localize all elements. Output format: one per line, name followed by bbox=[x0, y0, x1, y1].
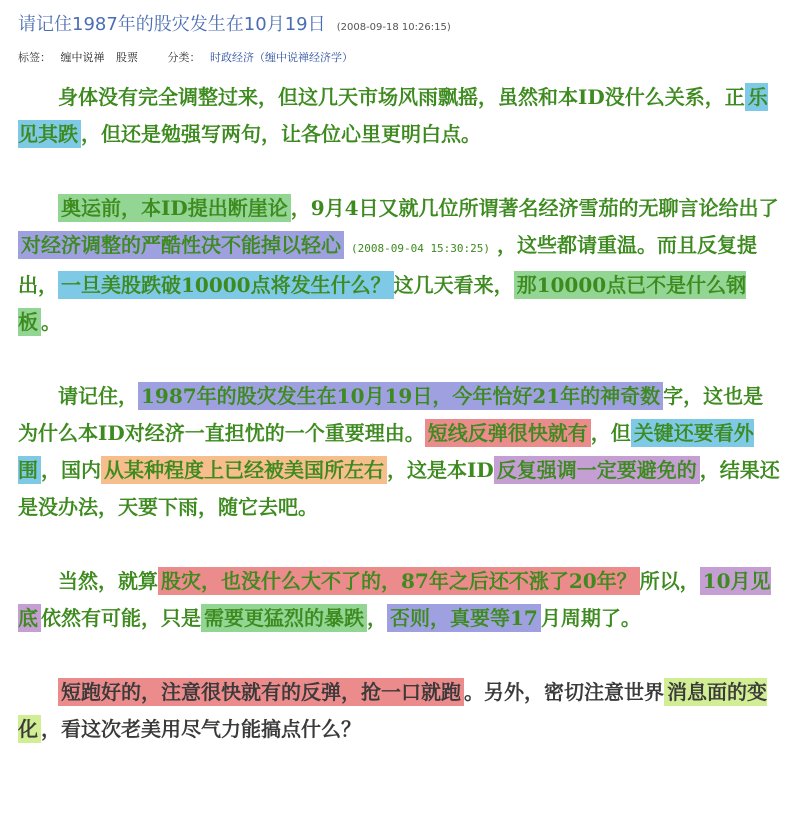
tag-link[interactable]: 缠中说禅 bbox=[60, 51, 105, 64]
paragraph-5 bbox=[18, 674, 780, 748]
highlight-mauve: 10月见底 bbox=[18, 569, 771, 630]
highlight-green: 需要更猛烈的暴跌 bbox=[201, 604, 367, 632]
highlight-red: 短跑好的，注意很快就有的反弹，抢一口就跑 bbox=[58, 678, 464, 706]
text-span: 依然有可能，只是 bbox=[41, 606, 201, 630]
highlight-orange: 从某种程度上已经被美国所左右 bbox=[101, 456, 387, 484]
highlight-blue: 乐见其跌 bbox=[18, 85, 768, 146]
post-time: (2008-09-18 10:26:15) bbox=[336, 22, 451, 33]
text-span: 身体没有完全调整过来，但这几天市场风雨飘摇，虽然和本ID没什么关系，正 bbox=[58, 85, 745, 109]
text-span: ， bbox=[367, 606, 387, 630]
text-span: 当然，就算 bbox=[58, 569, 158, 593]
text-span: 这几天看来， bbox=[393, 273, 514, 297]
highlight-purple: 否则，真要等17 bbox=[387, 604, 541, 632]
category-label: 分类： bbox=[167, 51, 201, 64]
highlight-blue: 一旦美股跌破10000点将发生什么？ bbox=[58, 271, 394, 299]
category-link[interactable]: 时政经济（缠中说禅经济学） bbox=[210, 51, 353, 64]
text-span: ，但 bbox=[590, 421, 631, 445]
highlight-lime: 消息面的变化 bbox=[18, 680, 767, 741]
tag-link[interactable]: 股票 bbox=[116, 51, 138, 64]
highlight-green: 奥运前，本ID提出断崖论 bbox=[58, 194, 291, 222]
paragraph-2 bbox=[18, 190, 780, 341]
paragraph-4 bbox=[18, 563, 780, 637]
title-line bbox=[18, 10, 794, 36]
post-title: 请记住1987年的股灾发生在10月19日 bbox=[18, 14, 326, 35]
text-span: 请记住， bbox=[58, 384, 138, 408]
inline-timestamp: (2008-09-04 15:30:25) bbox=[350, 242, 491, 255]
text-span: 字，这也是为什么本ID对经济一直担忧的一个重要理由。 bbox=[18, 384, 764, 445]
paragraph-1 bbox=[18, 79, 780, 153]
tags-label: 标签： bbox=[18, 51, 51, 64]
highlight-green: 那10000点已不是什么钢板 bbox=[18, 273, 747, 334]
post-meta bbox=[18, 49, 794, 65]
text-span: 月周期了。 bbox=[540, 606, 641, 630]
post-header bbox=[0, 0, 794, 65]
text-span: ，结果还是没办法，天要下雨，随它去吧。 bbox=[18, 458, 780, 519]
highlight-purple: 1987年的股灾发生在10月19日，今年恰好21年的神奇数 bbox=[138, 382, 663, 410]
highlight-mauve: 反复强调一定要避免的 bbox=[494, 456, 700, 484]
text-span: 。另外，密切注意世界 bbox=[464, 680, 664, 704]
text-span: ，这是本ID bbox=[387, 458, 494, 482]
text-span: ，看这次老美用尽气力能搞点什么？ bbox=[41, 717, 361, 741]
text-span: ，这些都请重温。而且反复提出， bbox=[18, 233, 758, 297]
highlight-purple: 对经济调整的严酷性决不能掉以轻心 bbox=[18, 231, 344, 259]
highlight-blue: 关键还要看外围 bbox=[18, 421, 754, 482]
article-body bbox=[0, 79, 794, 748]
text-span: ，国内 bbox=[41, 458, 101, 482]
text-span: 。 bbox=[41, 310, 61, 334]
text-span: 所以， bbox=[639, 569, 700, 593]
highlight-red: 短线反弹很快就有 bbox=[425, 419, 591, 447]
highlight-red: 股灾，也没什么大不了的，87年之后还不涨了20年？ bbox=[158, 567, 640, 595]
text-span: ，9月4日又就几位所谓著名经济雪茄的无聊言论给出了 bbox=[290, 196, 779, 220]
paragraph-3 bbox=[18, 378, 780, 526]
text-span: ，但还是勉强写两句，让各位心里更明白点。 bbox=[81, 122, 481, 146]
